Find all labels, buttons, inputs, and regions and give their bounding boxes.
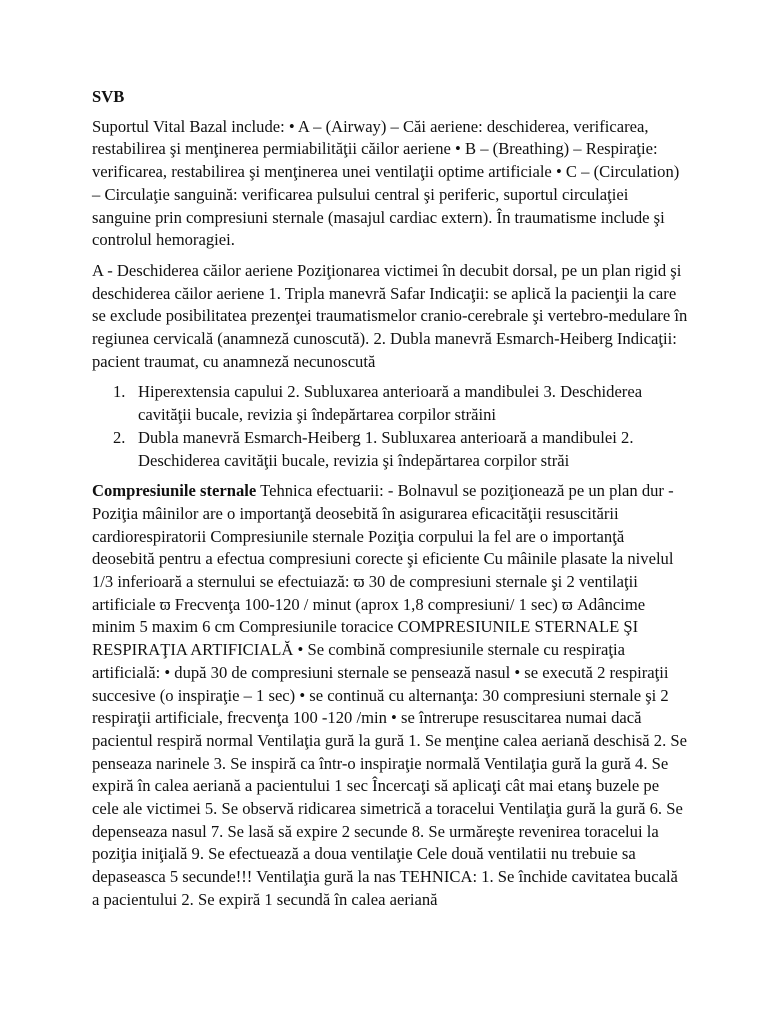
list-item-number: 2.	[113, 427, 126, 447]
list-item	[92, 427, 688, 472]
section-heading: SVB	[92, 87, 125, 106]
numbered-list	[92, 381, 688, 472]
list-item-text: Dubla manevră Esmarch-Heiberg 1. Subluxarea anterioară a mandibulei 2. Deschiderea cavităţii bucale, revizia şi îndepărtarea corpilor străi	[138, 427, 634, 470]
list-item-number: 1.	[113, 382, 126, 402]
list-item-text: Hiperextensia capului 2. Subluxarea anterioară a mandibulei 3. Deschiderea cavităţii bucale, revizia şi îndepărtarea corpilor străini	[138, 382, 643, 425]
paragraph-bls-overview: Suportul Vital Bazal include: • A – (Airway) – Căi aeriene: deschiderea, verificarea, restabilirea şi menţinerea permiabilităţii căilor aeriene • B – (Breathing) – Respiraţie: verificarea, restabilirea şi menţinerea unei ventilaţii optime artificiale • C – (Circulation) – Circulaţie sanguină: verificarea pulsului central şi periferic, suportul circulaţiei sanguine prin compresiuni sternale (masajul cardiac extern). În traumatisme include şi controlul hemoragiei.	[92, 116, 680, 250]
compressions-title: Compresiunile sternale	[92, 481, 257, 501]
list-item	[92, 381, 688, 426]
paragraph-compressions	[92, 480, 688, 911]
paragraph-airway: A - Deschiderea căilor aeriene Poziţionarea victimei în decubit dorsal, pe un plan rigid şi deschiderea căilor aeriene 1. Tripla manevră Safar Indicaţii: se aplică la pacienţii la care se exclude posibilitatea prezenţei traumatismelor cranio-cerebrale şi vertebro-medulare în regiunea cervicală (anamneză cunoscută). 2. Dubla manevră Esmarch-Heiberg Indicaţii: pacient traumat, cu anamneză necunoscută	[92, 260, 688, 371]
compressions-text: Tehnica efectuarii: - Bolnavul se poziţionează pe un plan dur - Poziţia mâinilor are o importanţă deosebită în asigurarea eficacităţii resuscitării cardiorespiratorii Compresiunile sternale Poziţia corpului la fel are o importanţă deosebită pentru a efectua compresiuni corecte şi eficiente Cu mâinile plasate la nivelul 1/3 inferioară a sternului se efectuiază: ϖ 30 de compresiuni sternale şi 2 ventilaţii artificiale ϖ Frecvenţa 100-120 / minut (aprox 1,8 compresiuni/ 1 sec) ϖ Adâncime minim 5 maxim 6 cm Compresiunile toracice COMPRESIUNILE STERNALE ŞI RESPIRAŢIA ARTIFICIALĂ • Se combină compresiunile sternale cu respiraţia artificială: • după 30 de compresiuni sternale se pensează nasul • se execută 2 respiraţii succesive (o inspiraţie – 1 sec) • se continuă cu alternanţa: 30 compresiuni sternale şi 2 respiraţii artificiale, frecvenţa 100 -120 /min • se întrerupe resuscitarea numai dacă pacientul respiră normal Ventilaţia gură la gură 1. Se menţine calea aeriană deschisă 2. Se penseaza narinele 3. Se inspiră ca într-o inspiraţie normală Ventilaţia gură la gură 4. Se expiră în calea aeriană a pacientului 1 sec Încercaţi să aplicaţi cât mai etanş buzele pe cele ale victimei 5. Se observă ridicarea simetrică a toracelui Ventilaţia gură la gură 6. Se depenseaza nasul 7. Se lasă să expire 2 secunde 8. Se urmăreşte revenirea toracelui la poziţia iniţială 9. Se efectuează a doua ventilaţie Cele două ventilatii nu trebuie sa depaseasca 5 secunde!!! Ventilaţia gură la nas TEHNICA: 1. Se închide cavitatea bucală a pacientului 2. Se expiră 1 secundă în calea aeriană	[92, 481, 687, 909]
